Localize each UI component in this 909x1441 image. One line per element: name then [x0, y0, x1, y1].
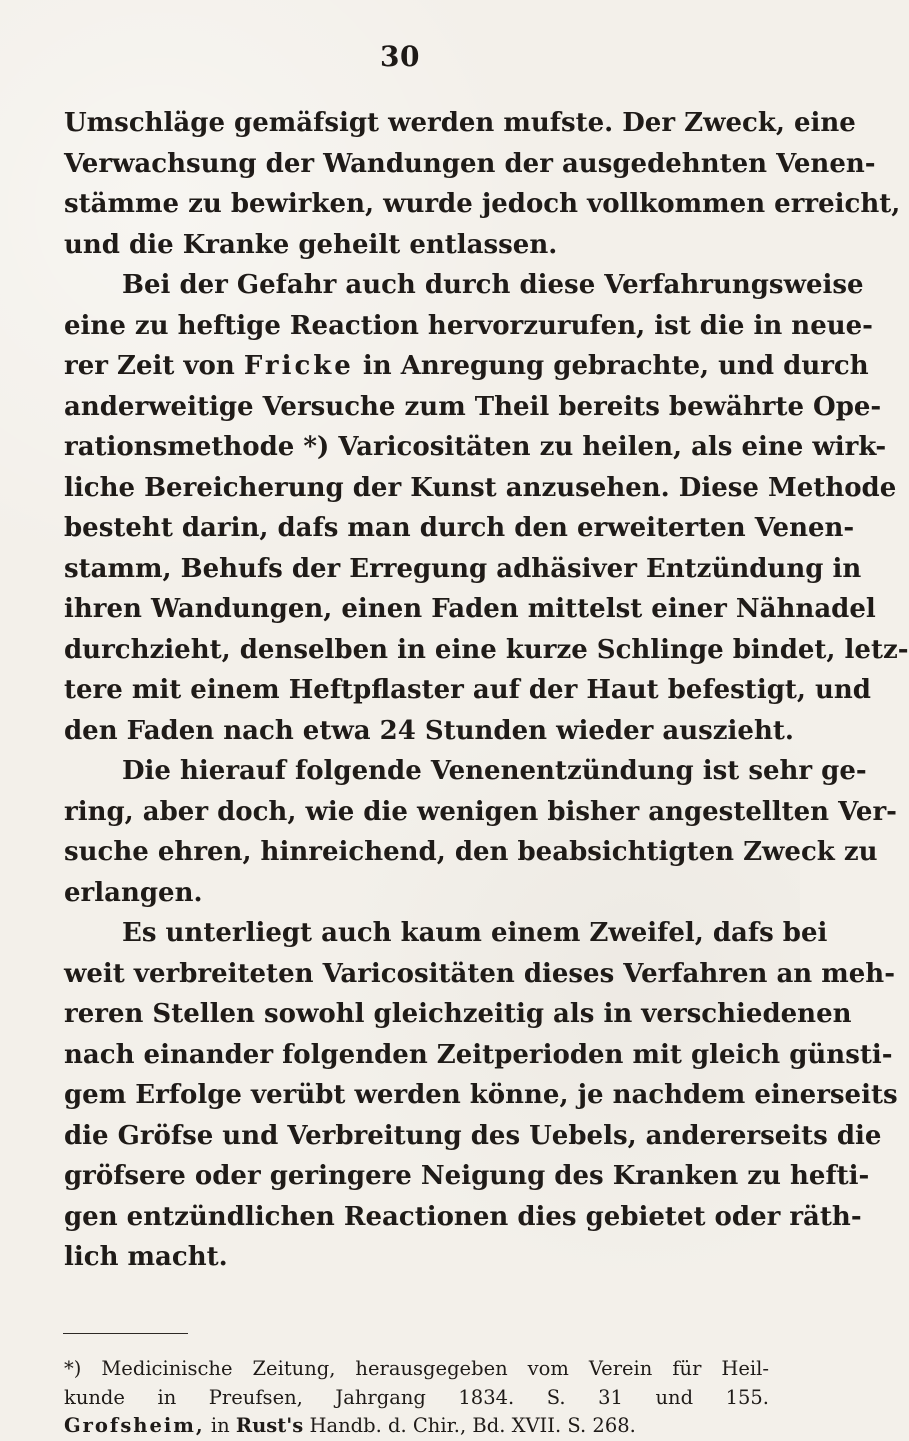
body-line-3: stämme zu bewirken, wurde jedoch vollkommen erreicht, — [64, 189, 901, 219]
body-line-21: Es unterliegt auch kaum einem Zweifel, dafs bei — [122, 918, 828, 948]
body-line-8: anderweitige Versuche zum Theil bereits bewährte Ope- — [64, 391, 882, 422]
body-line-7 — [64, 346, 869, 387]
footnote-separator — [63, 1333, 188, 1334]
footnote-line-2: kunde in Preufsen, Jahrgang 1834. S. 31 und 155. — [64, 1385, 769, 1409]
body-line-7-part-2: in Anregung gebrachte, und durch — [362, 351, 869, 381]
body-line-28: gen entzündlichen Reactionen dies gebietet oder räth- — [64, 1201, 862, 1232]
body-line-5: Bei der Gefahr auch durch diese Verfahrungsweise — [122, 270, 864, 300]
footnote-line-1-text: Medicinische Zeitung, herausgegeben vom Verein für Heil- — [101, 1357, 769, 1380]
body-line-9: rationsmethode *) Varicositäten zu heilen, als eine wirk- — [64, 432, 887, 462]
footnote-block — [64, 1355, 769, 1441]
body-line-7-part-1: rer Zeit von — [64, 351, 235, 381]
body-line-6: eine zu heftige Reaction hervorzurufen, ist die in neue- — [64, 310, 873, 341]
body-line-18: ring, aber doch, wie die wenigen bisher angestellten Ver- — [64, 796, 897, 827]
footnote-line-1 — [64, 1355, 769, 1384]
body-line-13: ihren Wandungen, einen Faden mittelst einer Nähnadel — [64, 594, 876, 624]
body-line-24: nach einander folgenden Zeitperioden mit gleich günsti- — [64, 1039, 893, 1070]
page-number: 30 — [380, 40, 420, 73]
body-line-14: durchzieht, denselben in eine kurze Schlinge bindet, letz- — [64, 634, 909, 665]
body-line-27: gröfsere oder geringere Neigung des Kranken zu hefti- — [64, 1161, 870, 1191]
footnote-line-3 — [64, 1412, 769, 1441]
body-line-1: Umschläge gemäfsigt werden mufste. Der Zweck, eine — [64, 108, 856, 138]
footnote-author-rust: Rust's — [235, 1414, 304, 1437]
body-line-26: die Gröfse und Verbreitung des Uebels, andererseits die — [64, 1120, 882, 1151]
body-line-10: liche Bereicherung der Kunst anzusehen. Diese Methode — [64, 472, 897, 503]
author-name-fricke: Fricke — [243, 351, 354, 381]
footnote-marker: *) — [64, 1357, 82, 1380]
footnote-in: in — [210, 1414, 230, 1437]
body-line-15: tere mit einem Heftpflaster auf der Haut befestigt, und — [64, 675, 871, 705]
body-line-29: lich macht. — [64, 1242, 228, 1272]
body-line-4: und die Kranke geheilt entlassen. — [64, 229, 558, 260]
body-line-11: besteht darin, dafs man durch den erweiterten Venen- — [64, 513, 855, 543]
body-line-2: Verwachsung der Wandungen der ausgedehnten Venen- — [64, 148, 876, 179]
body-line-19: suche ehren, hinreichend, den beabsichtigten Zweck zu — [64, 837, 878, 867]
body-line-17: Die hierauf folgende Venenentzündung ist sehr ge- — [122, 756, 867, 786]
body-line-22: weit verbreiteten Varicositäten dieses Verfahren an meh- — [64, 958, 895, 989]
main-text-block — [64, 103, 909, 1278]
body-line-25: gem Erfolge verübt werden könne, je nachdem einerseits — [64, 1080, 898, 1110]
body-line-16: den Faden nach etwa 24 Stunden wieder auszieht. — [64, 715, 794, 746]
footnote-tail: Handb. d. Chir., Bd. XVII. S. 268. — [309, 1414, 636, 1437]
body-line-20: erlangen. — [64, 877, 203, 908]
body-line-12: stamm, Behufs der Erregung adhäsiver Entzündung in — [64, 553, 862, 584]
body-line-23: reren Stellen sowohl gleichzeitig als in verschiedenen — [64, 999, 852, 1029]
footnote-author-grofsheim: Grofsheim, — [64, 1414, 205, 1437]
